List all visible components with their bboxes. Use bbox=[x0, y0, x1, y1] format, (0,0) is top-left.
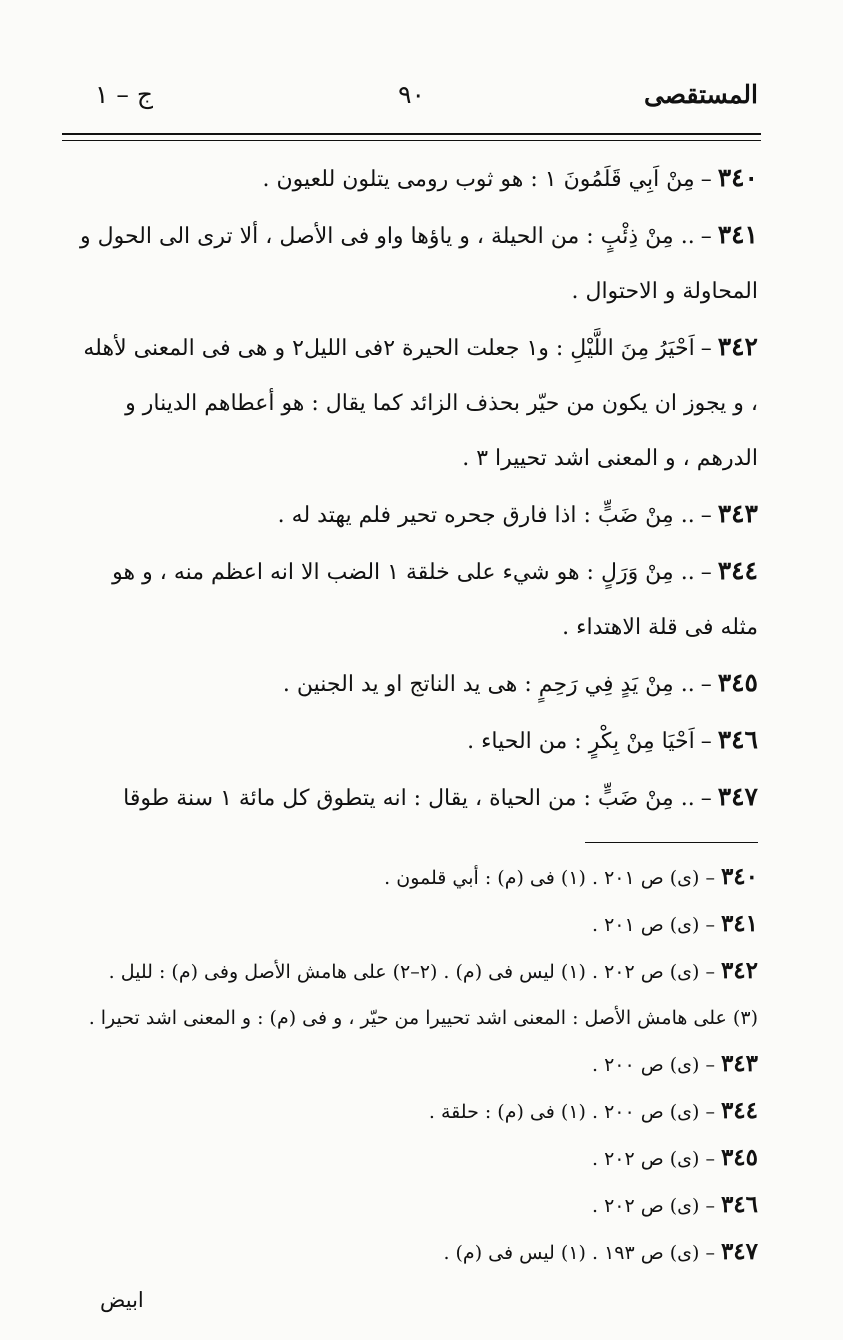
page-number: ٩٠ bbox=[398, 80, 425, 109]
note-text: (ى) ص ٢٠٢ . (١) ليس فى (م) . (٢–٢) على هامش الأصل وفى (م) : لليل . bbox=[108, 961, 700, 983]
note-342-continued bbox=[72, 995, 758, 1041]
entry-text: .. مِنْ يَدٍ فِي رَحِمٍ : هى يد الناتج او يد الجنين . bbox=[282, 672, 695, 697]
entry-number: ٣٤٢ bbox=[717, 332, 758, 361]
entry-text: .. مِنْ ضَبٍّ : من الحياة ، يقال : انه يتطوق كل مائة ١ سنة طوقا bbox=[123, 786, 695, 811]
note-text: (ى) ص ٢٠١ . bbox=[591, 914, 700, 936]
entry-text: اَحْيَرُ مِنَ اللَّيْلِ : و١ جعلت الحيرة ٢فى الليل٢ و هى فى المعنى لأهله ، و يجوز ان يكون من حيّر بحذف الزائد كما يقال : هو أعطاهم الدينار و الدرهم ، و المعنى اشد تحييرا ٣ . bbox=[83, 336, 758, 471]
entry-344: ٣٤٤–.. مِنْ وَرَلٍ : هو شيء على خلقة ١ الضب الا انه اعظم منه ، و هو مثله فى قلة الاهتداء . bbox=[112, 556, 758, 640]
entry-text: مِنْ اَبِي قَلَمُونَ ١ : هو ثوب رومى يتلون للعيون . bbox=[262, 167, 695, 192]
note-345: ٣٤٥–(ى) ص ٢٠٢ . bbox=[591, 1144, 758, 1171]
note-346: ٣٤٦–(ى) ص ٢٠٢ . bbox=[591, 1191, 758, 1218]
note-number: ٣٤٣ bbox=[720, 1050, 758, 1077]
entry-340: ٣٤٠–مِنْ اَبِي قَلَمُونَ ١ : هو ثوب رومى يتلون للعيون . bbox=[262, 163, 758, 192]
entry-346: ٣٤٦–اَحْيَا مِنْ بِكْرٍ : من الحياء . bbox=[467, 725, 758, 754]
entry-text: .. مِنْ ذِئْبٍ : من الحيلة ، و ياؤها واو فى الأصل ، ألا ترى الى الحول و المحاولة و الاحتوال . bbox=[80, 224, 758, 304]
entry-345: ٣٤٥–.. مِنْ يَدٍ فِي رَحِمٍ : هى يد الناتج او يد الجنين . bbox=[282, 668, 758, 697]
note-text: (ى) ص ٢٠٢ . bbox=[591, 1195, 700, 1217]
book-title: المستقصى bbox=[643, 80, 758, 109]
entry-number: ٣٤٤ bbox=[717, 556, 758, 585]
note-text: (ى) ص ٢٠٠ . (١) فى (م) : حلقة . bbox=[428, 1101, 700, 1123]
entry-text: اَحْيَا مِنْ بِكْرٍ : من الحياء . bbox=[467, 729, 695, 754]
page-header bbox=[65, 80, 758, 120]
proverb-entries bbox=[72, 150, 758, 826]
note-text: (ى) ص ٢٠٠ . bbox=[591, 1054, 700, 1076]
entry-text: .. مِنْ وَرَلٍ : هو شيء على خلقة ١ الضب الا انه اعظم منه ، و هو مثله فى قلة الاهتداء . bbox=[112, 560, 758, 640]
note-343: ٣٤٣–(ى) ص ٢٠٠ . bbox=[591, 1050, 758, 1077]
entry-number: ٣٤٠ bbox=[717, 163, 758, 192]
entry-343: ٣٤٣–.. مِنْ ضَبٍّ : اذا فارق جحره تحير فلم يهتد له . bbox=[277, 499, 758, 528]
note-342: ٣٤٢–(ى) ص ٢٠٢ . (١) ليس فى (م) . (٢–٢) على هامش الأصل وفى (م) : لليل . bbox=[108, 957, 758, 984]
note-344: ٣٤٤–(ى) ص ٢٠٠ . (١) فى (م) : حلقة . bbox=[428, 1097, 758, 1124]
note-text: (ى) ص ١٩٣ . (١) ليس فى (م) . bbox=[443, 1242, 700, 1264]
entry-number: ٣٤٦ bbox=[717, 725, 758, 754]
note-number: ٣٤٢ bbox=[720, 957, 758, 984]
entry-number: ٣٤٣ bbox=[717, 499, 758, 528]
volume-label: ج – ١ bbox=[95, 80, 153, 109]
footnotes bbox=[72, 854, 758, 1276]
note-number: ٣٤١ bbox=[720, 910, 758, 937]
note-text: (٣) على هامش الأصل : المعنى اشد تحييرا من حيّر ، و فى (م) : و المعنى اشد تحيرا . bbox=[88, 1007, 758, 1029]
note-number: ٣٤٥ bbox=[720, 1144, 758, 1171]
note-number: ٣٤٦ bbox=[720, 1191, 758, 1218]
note-number: ٣٤٧ bbox=[720, 1238, 758, 1265]
entry-text: .. مِنْ ضَبٍّ : اذا فارق جحره تحير فلم يهتد له . bbox=[277, 503, 695, 528]
note-text: (ى) ص ٢٠١ . (١) فى (م) : أبي قلمون . bbox=[384, 867, 700, 889]
header-rule-thin bbox=[62, 140, 761, 141]
note-number: ٣٤٤ bbox=[720, 1097, 758, 1124]
header-rule-thick bbox=[62, 133, 761, 135]
catchword: ابيض bbox=[100, 1288, 144, 1312]
note-341: ٣٤١–(ى) ص ٢٠١ . bbox=[591, 910, 758, 937]
note-340: ٣٤٠–(ى) ص ٢٠١ . (١) فى (م) : أبي قلمون . bbox=[384, 863, 758, 890]
note-text: (ى) ص ٢٠٢ . bbox=[591, 1148, 700, 1170]
entry-347: ٣٤٧–.. مِنْ ضَبٍّ : من الحياة ، يقال : انه يتطوق كل مائة ١ سنة طوقا bbox=[123, 782, 758, 811]
entry-number: ٣٤١ bbox=[717, 220, 758, 249]
note-number: ٣٤٠ bbox=[720, 863, 758, 890]
entry-number: ٣٤٥ bbox=[717, 668, 758, 697]
footnote-separator bbox=[585, 842, 758, 843]
entry-number: ٣٤٧ bbox=[717, 782, 758, 811]
note-347: ٣٤٧–(ى) ص ١٩٣ . (١) ليس فى (م) . bbox=[443, 1238, 758, 1265]
entry-342: ٣٤٢–اَحْيَرُ مِنَ اللَّيْلِ : و١ جعلت الحيرة ٢فى الليل٢ و هى فى المعنى لأهله ، و يجوز ان يكون من حيّر بحذف الزائد كما يقال : هو أعطاهم الدينار و الدرهم ، و المعنى اشد تحييرا ٣ . bbox=[83, 332, 758, 471]
entry-341: ٣٤١–.. مِنْ ذِئْبٍ : من الحيلة ، و ياؤها واو فى الأصل ، ألا ترى الى الحول و المحاولة و الاحتوال . bbox=[80, 220, 758, 304]
